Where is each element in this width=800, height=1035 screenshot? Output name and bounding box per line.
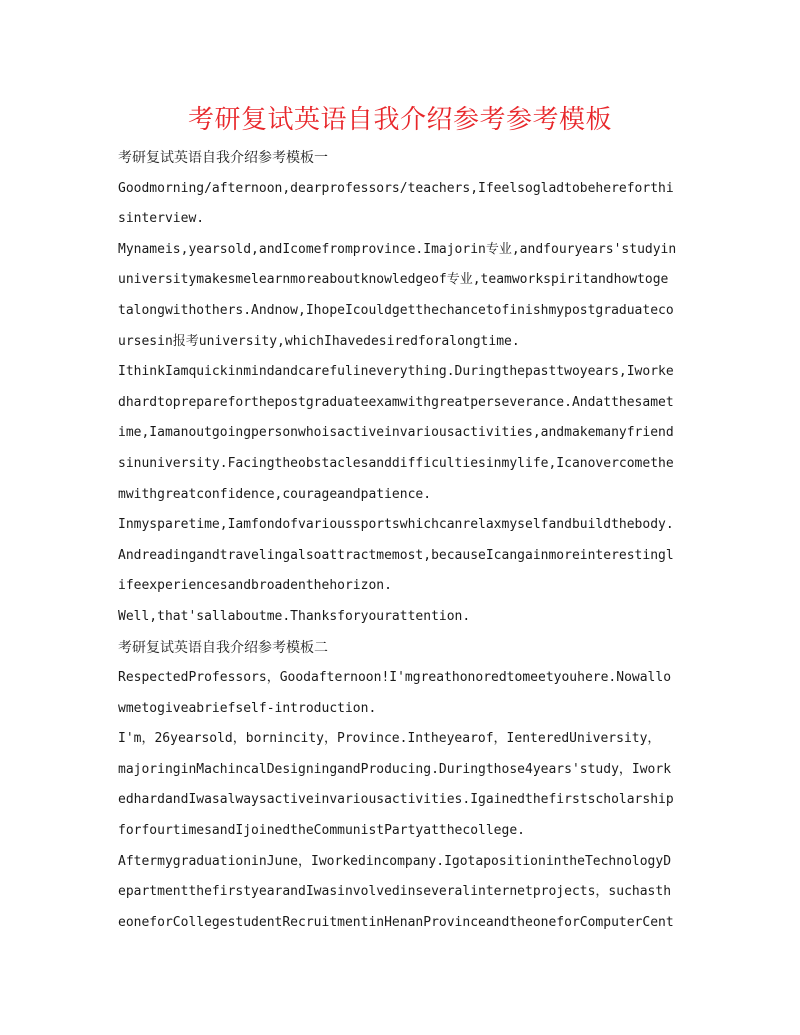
text-line: eoneforCollegestudentRecruitmentinHenanProvinceandtheoneforComputerCent — [118, 914, 674, 930]
text-line: epartmentthefirstyearandIwasinvolvedinseveralinternetprojects，suchasth — [118, 884, 672, 900]
text-line: Goodmorning/afternoon,dearprofessors/teachers,Ifeelsogladtobehereforthi — [118, 180, 674, 196]
text-line: mwithgreatconfidence,courageandpatience. — [118, 486, 432, 502]
text-line: IthinkIamquickinmindandcarefulineverything.Duringthepasttwoyears,Iworke — [118, 364, 674, 380]
text-line: ime,Iamanoutgoingpersonwhoisactiveinvariousactivities,andmakemanyfriend — [118, 425, 674, 441]
section-heading: 考研复试英语自我介绍参考模板二 — [118, 639, 328, 656]
text-line: Inmysparetime,Iamfondofvarioussportswhichcanrelaxmyselfandbuildthebody. — [118, 517, 674, 533]
text-line: ursesin报考university,whichIhavedesiredforalongtime. — [118, 333, 520, 349]
text-line: I'm，26yearsold，bornincity，Province.Intheyearof，IenteredUniversity， — [118, 731, 661, 747]
text-line: majoringinMachincalDesigningandProducing.Duringthose4years'study，Iwork — [118, 761, 672, 777]
document-body — [118, 143, 684, 938]
document-title: 考研复试英语自我介绍参考参考模板 — [187, 105, 612, 135]
text-line: AftermygraduationinJune，Iworkedincompany.IgotapositionintheTechnologyD — [118, 853, 672, 869]
text-line: sinuniversity.Facingtheobstaclesanddifficultiesinmylife,Icanovercomethe — [118, 455, 674, 471]
section-heading: 考研复试英语自我介绍参考模板一 — [118, 150, 328, 166]
text-line: ifeexperiencesandbroadenthehorizon. — [118, 578, 392, 594]
text-line: talongwithothers.Andnow,IhopeIcouldgetthechancetofinishmypostgraduateco — [118, 302, 674, 318]
text-line: forfourtimesandIjoinedtheCommunistPartyatthecollege. — [118, 823, 525, 839]
text-line: wmetogiveabriefself-introduction. — [118, 700, 377, 716]
text-line: Andreadingandtravelingalsoattractmemost,becauseIcangainmoreinterestingl — [118, 547, 674, 563]
text-line: edhardandIwasalwaysactiveinvariousactivities.Igainedthefirstscholarship — [118, 792, 674, 808]
text-line: dhardtoprepareforthepostgraduateexamwithgreatperseverance.Andatthesamet — [118, 394, 674, 410]
text-line: RespectedProfessors，Goodafternoon!I'mgreathonoredtomeetyouhere.Nowallo — [118, 670, 672, 686]
text-line: universitymakesmelearnmoreaboutknowledgeof专业,teamworkspiritandhowtoge — [118, 272, 669, 288]
text-line: Well,that'sallaboutme.Thanksforyourattention. — [118, 608, 471, 624]
text-line: sinterview. — [118, 211, 205, 227]
text-line: Mynameis,yearsold,andIcomefromprovince.Imajorin专业,andfouryears'studyin — [118, 241, 677, 257]
